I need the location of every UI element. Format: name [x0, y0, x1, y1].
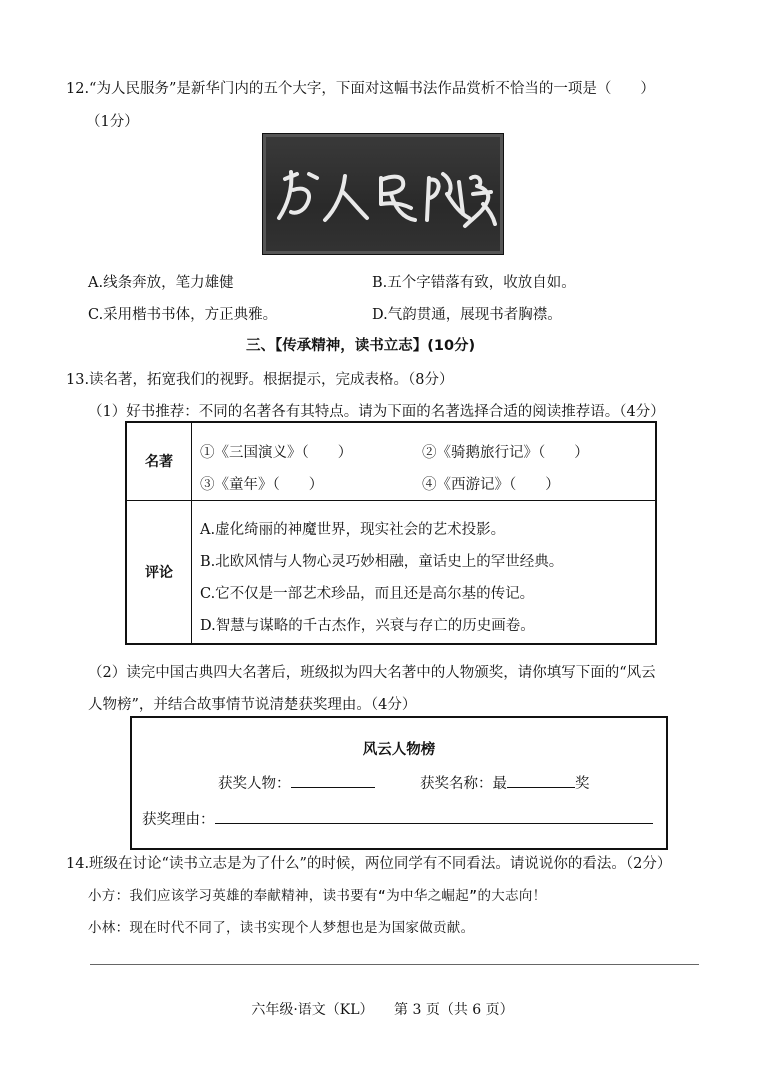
question-13-part2-line2: 人物榜”，并结合故事情节说清楚获奖理由。（4分）: [88, 697, 417, 713]
book-table: [125, 421, 657, 645]
award-name-label: 获奖名称：最: [420, 776, 507, 792]
xiaofang-statement: 小方：我们应该学习英雄的奉献精神，读书要有“为中华之崛起”的大志向！: [88, 888, 547, 904]
award-reason-label: 获奖理由：: [142, 812, 215, 828]
award-name-blank[interactable]: [507, 773, 575, 788]
comment-item: A.虚化绮丽的神魔世界，现实社会的艺术投影。: [200, 521, 506, 538]
question-14-stem: 14.班级在讨论“读书立志是为了什么”的时候，两位同学有不同看法。请说说你的看法。（2分）: [66, 856, 672, 872]
book-item: ③《童年》（ ）: [200, 477, 324, 494]
award-reason-blank[interactable]: [215, 809, 653, 824]
question-13-part1: （1）好书推荐：不同的名著各有其特点。请为下面的名著选择合适的阅读推荐语。（4分）: [88, 404, 665, 420]
section-3-title: 三、【传承精神，读书立志】(10分): [246, 338, 476, 354]
book-item: ②《骑鹅旅行记》（ ）: [422, 445, 589, 462]
table-header-comments: 评论: [126, 500, 192, 644]
award-person-blank[interactable]: [291, 773, 375, 788]
q12-option-a: A.线条奔放，笔力雄健: [88, 275, 234, 291]
book-item: ④《西游记》（ ）: [422, 477, 560, 494]
calligraphy-artwork: [263, 134, 503, 254]
table-header-books: 名著: [126, 422, 192, 500]
award-box-title: 风云人物榜: [362, 742, 436, 758]
question-13-part2-line1: （2）读完中国古典四大名著后，班级拟为四大名著中的人物颁奖，请你填写下面的“风云: [88, 665, 656, 681]
comment-item: C.它不仅是一部艺术珍品，而且还是高尔基的传记。: [200, 585, 535, 602]
page-footer: [0, 999, 765, 1019]
xiaolin-statement: 小林：现在时代不同了，读书实现个人梦想也是为国家做贡献。: [88, 920, 475, 936]
comments-cell: [192, 500, 657, 644]
q12-option-b: B.五个字错落有致，收放自如。: [372, 275, 576, 291]
q12-option-d: D.气韵贯通，展现书者胸襟。: [372, 307, 562, 323]
book-item: ①《三国演义》（ ）: [200, 445, 353, 462]
footer-grade: 六年级·语文（KL）: [251, 1002, 374, 1018]
award-box: [130, 716, 668, 850]
table-row-books: [126, 422, 656, 500]
award-person-label: 获奖人物：: [218, 776, 291, 792]
q12-option-c: C.采用楷书书体，方正典雅。: [88, 307, 278, 323]
table-row-comments: [126, 500, 656, 644]
question-12-score: （1分）: [86, 114, 139, 130]
calligraphy-image: [262, 133, 504, 255]
comment-item: D.智慧与谋略的千古杰作，兴衰与存亡的历史画卷。: [200, 617, 535, 634]
comment-item: B.北欧风情与人物心灵巧妙相融，童话史上的罕世经典。: [200, 553, 564, 570]
footer-divider: [90, 964, 699, 965]
question-12-stem: 12.“为人民服务”是新华门内的五个大字，下面对这幅书法作品赏析不恰当的一项是（ ）: [66, 81, 655, 97]
footer-page-number: 第 3 页（共 6 页）: [394, 1002, 514, 1018]
award-name-suffix: 奖: [575, 776, 590, 792]
question-13-stem: 13.读名著，拓宽我们的视野。根据提示，完成表格。（8分）: [66, 372, 454, 388]
books-cell: [192, 422, 657, 500]
